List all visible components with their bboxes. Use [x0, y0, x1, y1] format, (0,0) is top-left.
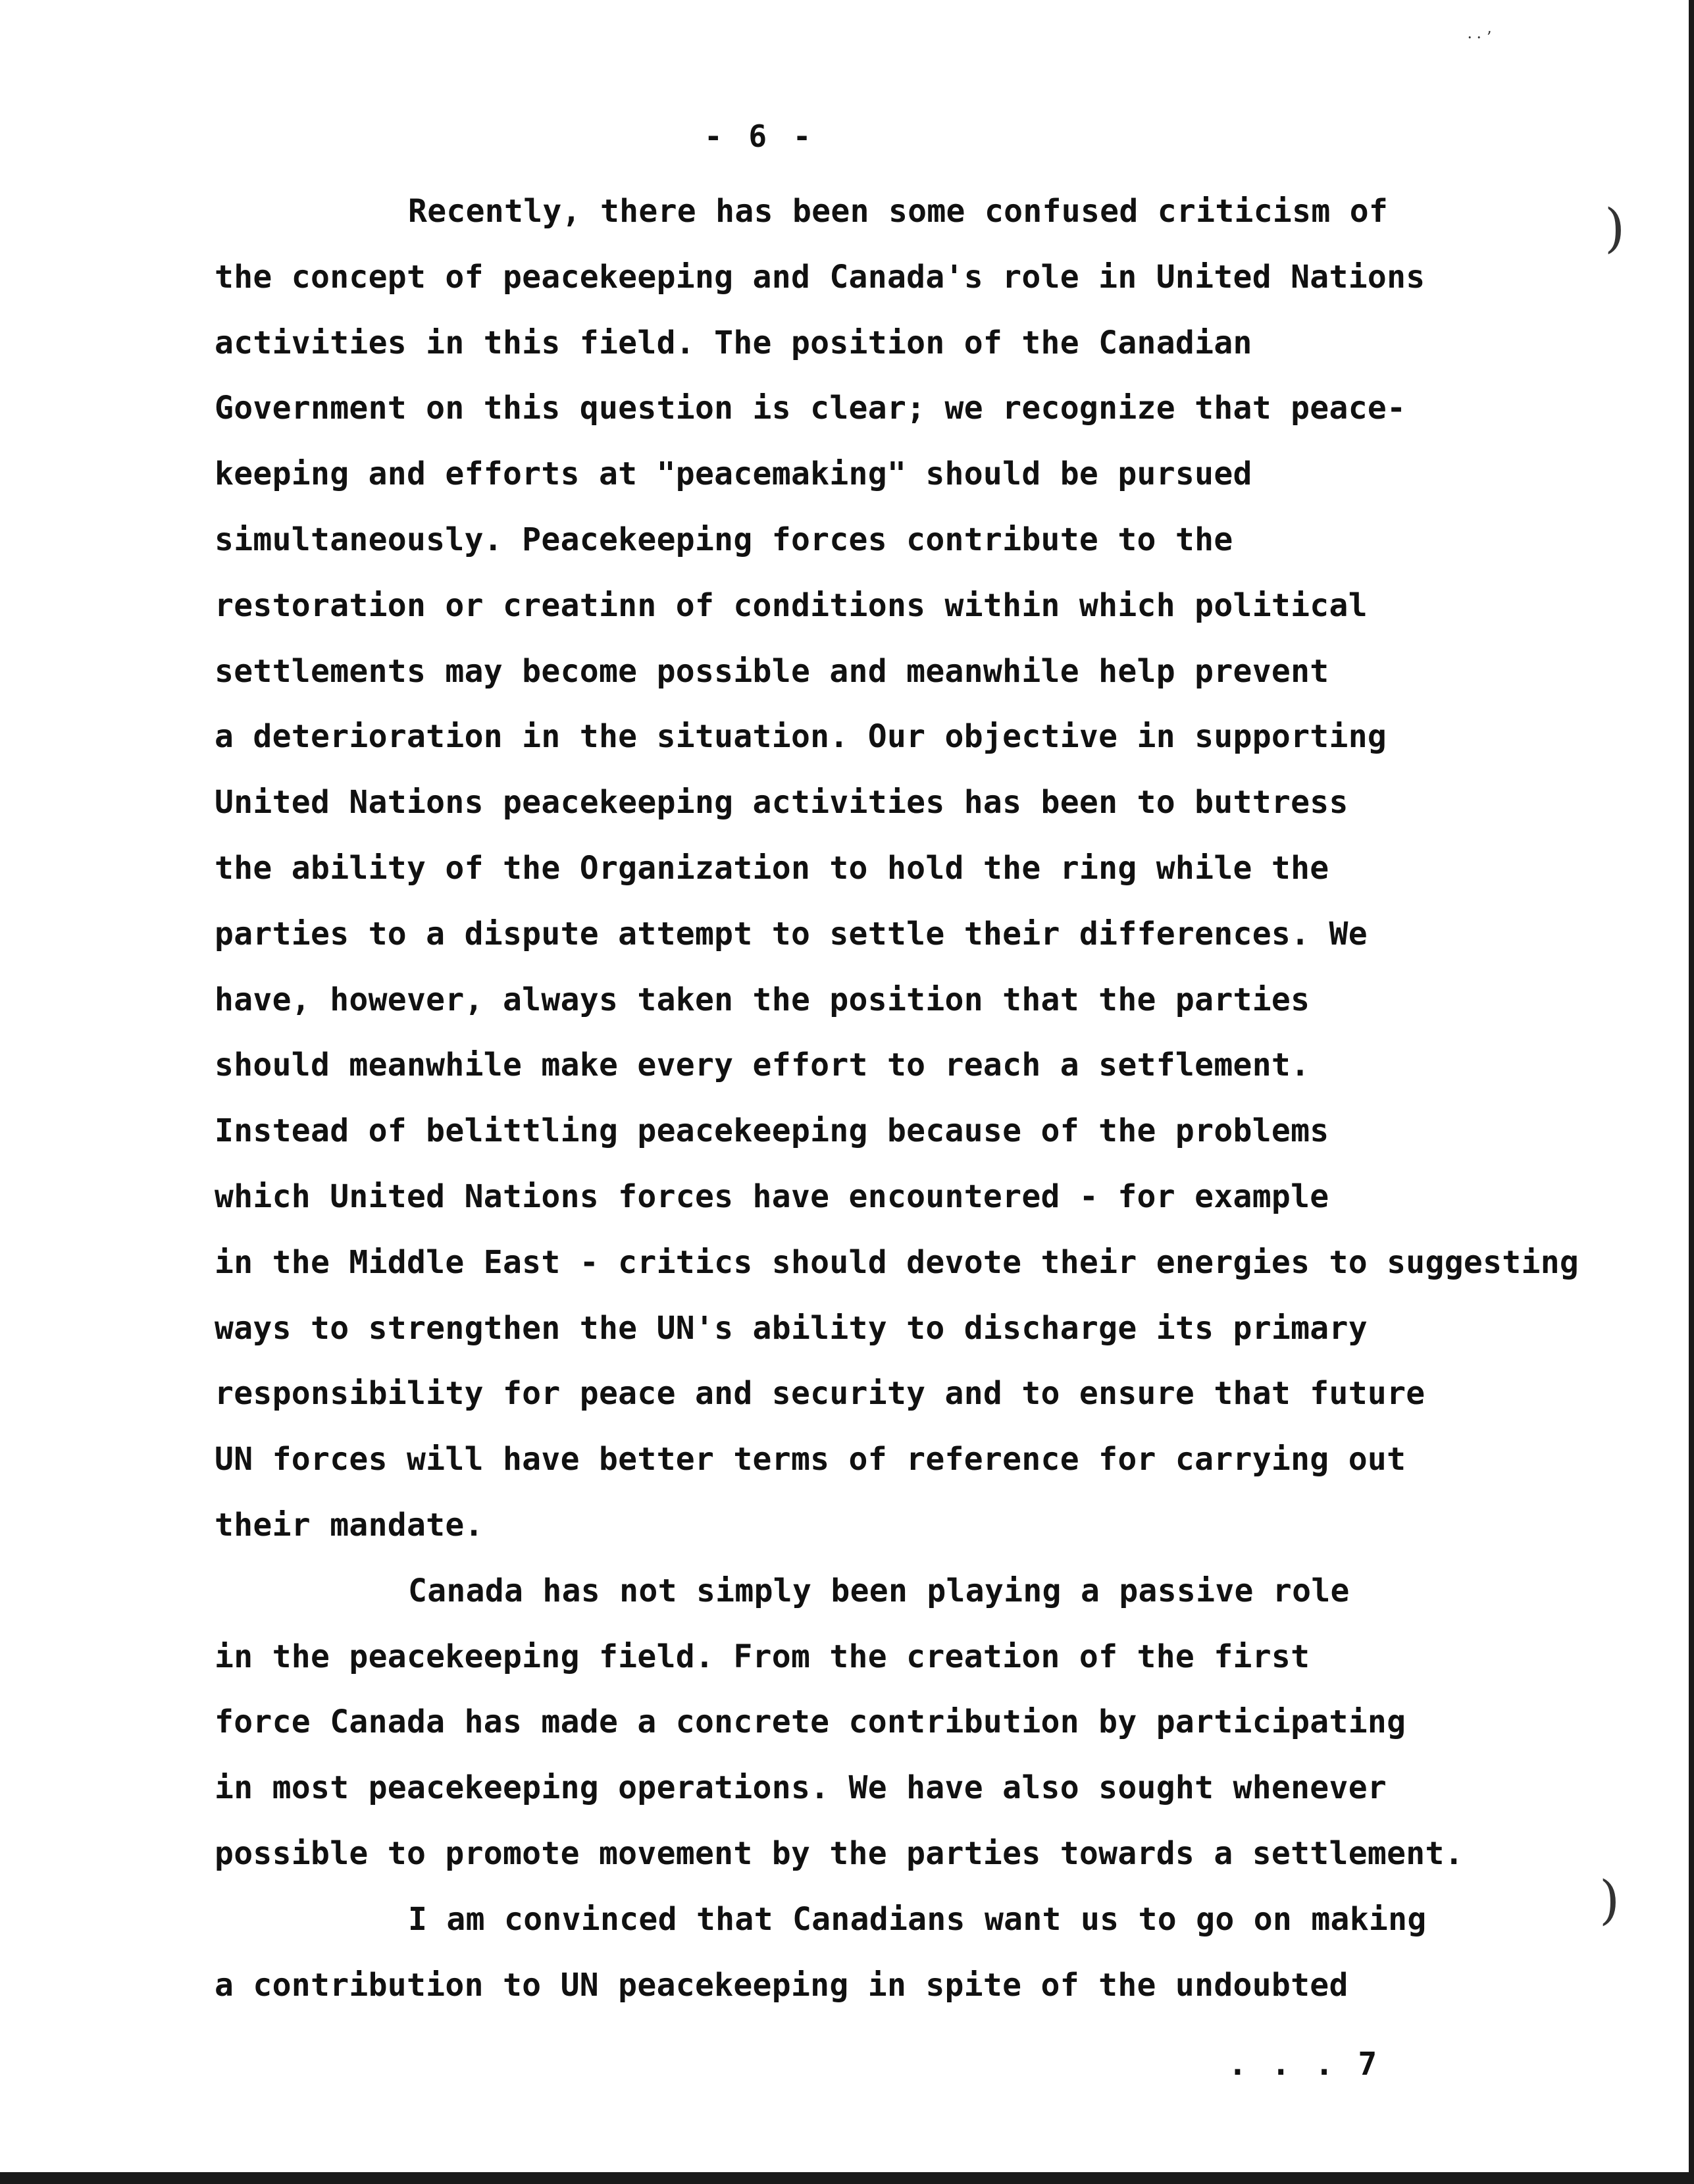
text-line: responsibility for peace and security and to ensure that future: [215, 1375, 1425, 1413]
text-line: Government on this question is clear; we recognize that peace-: [215, 390, 1406, 427]
body-text: [215, 179, 1636, 2018]
text-line: in most peacekeeping operations. We have also sought whenever: [215, 1769, 1387, 1807]
text-line: simultaneously. Peacekeeping forces contribute to the: [215, 521, 1233, 558]
text-line: in the Middle East - critics should devote their energies to suggesting: [215, 1243, 1579, 1281]
scan-speck: ⸱ ⸱ ʼ: [1468, 28, 1491, 47]
margin-bracket-mark: ): [1604, 197, 1626, 259]
text-line: United Nations peacekeeping activities has been to buttress: [215, 784, 1348, 821]
text-line: the ability of the Organization to hold the ring while the: [215, 849, 1329, 887]
text-line: a deterioration in the situation. Our objective in supporting: [215, 718, 1387, 756]
text-line: keeping and efforts at "peacemaking" should be pursued: [215, 455, 1252, 493]
scan-edge-right: [1689, 0, 1694, 2184]
text-line: in the peacekeeping field. From the creation of the first: [215, 1638, 1310, 1675]
text-line: have, however, always taken the position that the parties: [215, 981, 1310, 1018]
text-line: I am convinced that Canadians want us to go on making: [408, 1900, 1427, 1938]
text-line: their mandate.: [215, 1506, 484, 1544]
text-line: settlements may become possible and meanwhile help prevent: [215, 652, 1329, 690]
text-line: possible to promote movement by the parties towards a settlement.: [215, 1834, 1464, 1872]
text-line: a contribution to UN peacekeeping in spite of the undoubted: [215, 1966, 1348, 2004]
text-line: force Canada has made a concrete contribution by participating: [215, 1703, 1406, 1741]
text-line: Canada has not simply been playing a passive role: [408, 1572, 1350, 1609]
text-line: the concept of peacekeeping and Canada's role in United Nations: [215, 258, 1425, 296]
text-line: restoration or creatinn of conditions within which political: [215, 586, 1368, 624]
continuation-marker: . . . 7: [1228, 2046, 1380, 2083]
text-line: activities in this field. The position of the Canadian: [215, 324, 1252, 361]
text-line: parties to a dispute attempt to settle their differences. We: [215, 915, 1368, 952]
page-number: - 6 -: [704, 118, 815, 154]
text-line: Instead of belittling peacekeeping because of the problems: [215, 1112, 1329, 1150]
text-line: UN forces will have better terms of reference for carrying out: [215, 1441, 1406, 1478]
text-line: should meanwhile make every effort to reach a setflement.: [215, 1047, 1310, 1084]
text-line: Recently, there has been some confused criticism of: [408, 193, 1389, 230]
text-line: ways to strengthen the UN's ability to discharge its primary: [215, 1309, 1368, 1347]
margin-bracket-mark: ): [1599, 1869, 1620, 1931]
text-line: which United Nations forces have encountered - for example: [215, 1178, 1329, 1215]
scan-edge-bottom: [0, 2172, 1694, 2184]
